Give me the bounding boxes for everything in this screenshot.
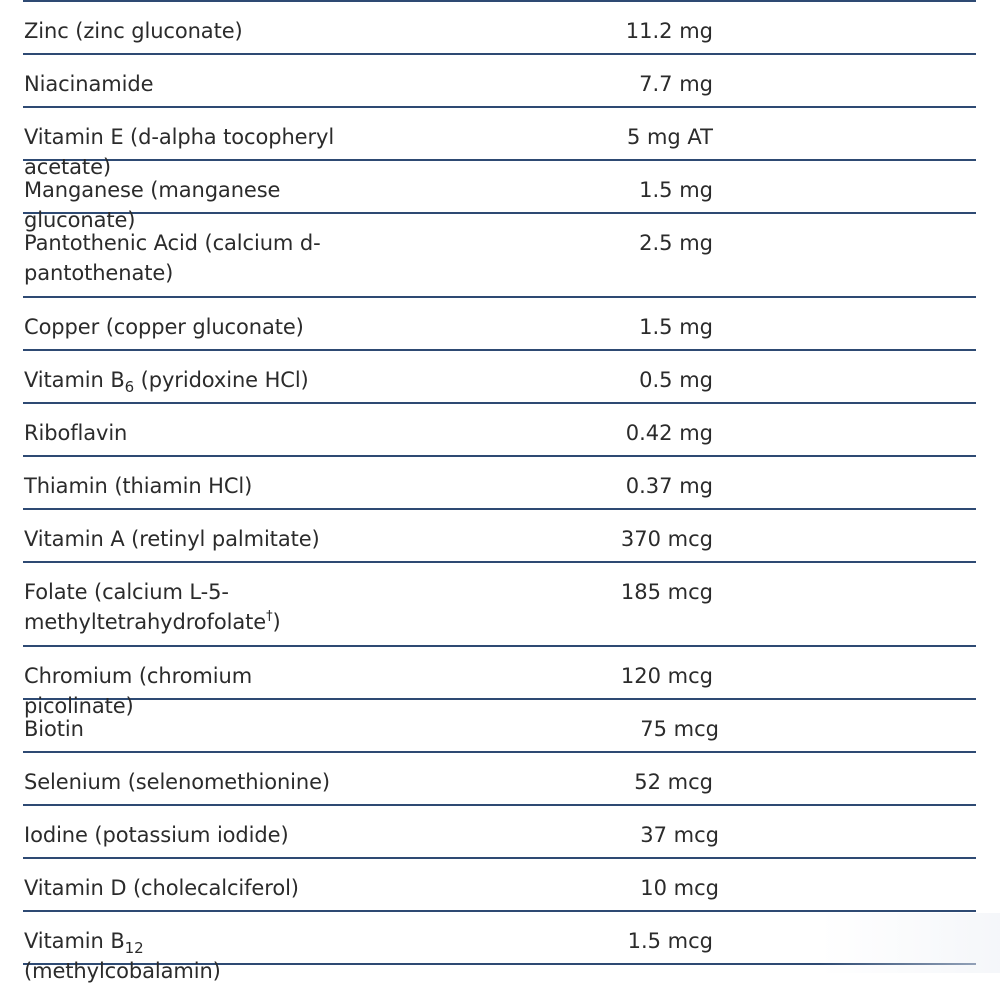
nutrient-name-subscript: 6 (124, 378, 135, 396)
nutrient-name: Vitamin A (retinyl palmitate) (24, 527, 320, 551)
nutrient-name (24, 365, 344, 395)
nutrient-name-suffix: ) (272, 610, 281, 634)
nutrient-amount: 7.7 mg (639, 72, 713, 96)
nutrient-name: Zinc (zinc gluconate) (24, 19, 243, 43)
nutrient-name: Vitamin E (d-alpha tocopheryl acetate) (24, 125, 335, 179)
nutrient-amount: 10 mcg (640, 876, 719, 900)
table-row (23, 912, 976, 983)
nutrient-name: Chromium (chromium picolinate) (24, 664, 253, 718)
nutrient-amount: 37 mcg (640, 823, 719, 847)
nutrient-amount: 75 mcg (640, 717, 719, 741)
table-row (23, 351, 976, 404)
nutrient-amount: 1.5 mcg (627, 929, 713, 953)
nutrient-amount: 5 mg AT (626, 125, 713, 149)
nutrient-table (23, 0, 976, 983)
nutrient-name: Thiamin (thiamin HCl) (24, 474, 253, 498)
table-row (23, 457, 976, 510)
nutrient-name: Selenium (selenomethionine) (24, 770, 331, 794)
nutrient-name-prefix: Vitamin B (24, 929, 125, 953)
nutrient-amount: 370 mcg (620, 527, 713, 551)
nutrient-amount: 0.42 mg (625, 421, 713, 445)
nutrient-name-subscript: 12 (124, 939, 144, 957)
table-row (23, 563, 976, 647)
table-row (23, 2, 976, 55)
nutrient-name-prefix: Folate (calcium L-5-methyltetrahydrofolate (24, 580, 267, 634)
table-row (23, 510, 976, 563)
nutrient-name: Biotin (24, 717, 84, 741)
table-row (23, 298, 976, 351)
nutrient-name: Vitamin D (cholecalciferol) (24, 876, 299, 900)
nutrient-name: Niacinamide (24, 72, 154, 96)
table-row (23, 806, 976, 859)
nutrient-amount: 120 mcg (620, 664, 713, 688)
table-row (23, 647, 976, 718)
nutrient-amount: 0.5 mg (639, 368, 713, 392)
nutrient-name-prefix: Vitamin B (24, 368, 125, 392)
nutrient-amount: 52 mcg (634, 770, 713, 794)
nutrient-name: Riboflavin (24, 421, 128, 445)
table-row (23, 753, 976, 806)
table-row (23, 55, 976, 108)
nutrient-amount: 11.2 mg (625, 19, 713, 43)
table-row (23, 700, 976, 753)
nutrient-name: Copper (copper gluconate) (24, 315, 304, 339)
nutrient-name: Pantothenic Acid (calcium d-pantothenate) (24, 231, 321, 285)
nutrient-amount: 1.5 mg (639, 178, 713, 202)
nutrient-amount: 0.37 mg (625, 474, 713, 498)
nutrient-name-superscript: † (266, 609, 273, 624)
table-row (23, 404, 976, 457)
table-row (23, 859, 976, 912)
table-row (23, 161, 976, 232)
nutrient-amount: 2.5 mg (639, 231, 713, 255)
nutrient-name: Manganese (manganese gluconate) (24, 178, 281, 232)
nutrient-name-suffix: (pyridoxine HCl) (134, 368, 309, 392)
nutrient-amount: 185 mcg (620, 580, 713, 604)
nutrient-name (24, 926, 344, 986)
table-row (23, 214, 976, 298)
nutrient-name: Iodine (potassium iodide) (24, 823, 289, 847)
nutrient-name-suffix: (methylcobalamin) (24, 959, 221, 983)
nutrient-amount: 1.5 mg (639, 315, 713, 339)
table-row (23, 108, 976, 179)
nutrient-name (24, 577, 344, 637)
